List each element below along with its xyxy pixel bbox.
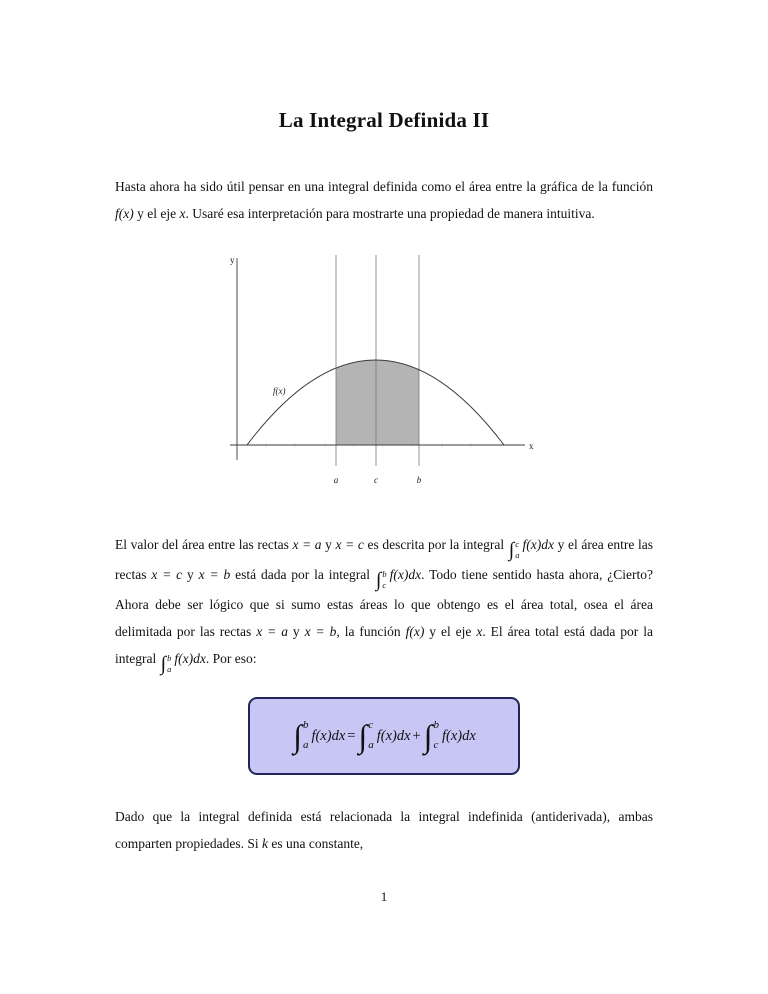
tick-label-b: b — [416, 475, 422, 485]
formula-box — [248, 697, 520, 775]
x-axis-label: x — [529, 441, 534, 451]
paragraph-properties: Dado que la integral definida está relacionada la integral indefinida (antiderivada), ambas comparten propiedades. Si k es una constante, — [115, 809, 653, 851]
tick-label-a: a — [333, 475, 339, 485]
tick-label-c: c — [374, 475, 378, 485]
curve-label: f(x) — [273, 386, 286, 396]
y-axis-label: y — [230, 255, 235, 265]
paragraph-areas: El valor del área entre las rectas x = a y x = c es descrita por la integral ∫ c a f(x)dx y el área entre las rectas x = c y x = b está dada por la integral ∫ b c f(x)dx. Todo tiene sentido hasta ahora, ¿Cierto? Ahora debe ser lógico que si sumo estas áreas lo que obtengo es el área total, osea el área delimitada por las rectas x = a y x = b, la función f(x) y el eje x. El área total está dada por la integral ∫ b a f(x)dx. Por eso: — [115, 537, 654, 675]
additivity-formula: ∫ b a f(x)dx = ∫ c a f(x)dx + ∫ b c f(x)dx — [293, 718, 476, 754]
integral-sign: ∫ b a — [293, 718, 309, 754]
integral-sign: ∫ c a — [358, 718, 374, 754]
integral-sign: ∫ b c — [375, 569, 387, 591]
integral-sign: ∫ c a — [508, 539, 520, 561]
page-number: 1 — [380, 889, 388, 904]
page-title: La Integral Definida II — [278, 108, 490, 132]
paragraph-intro: Hasta ahora ha sido útil pensar en una integral definida como el área entre la gráfica de la función f(x) y el eje x. Usaré esa interpretación para mostrarte una propiedad de manera intuitiva. — [115, 179, 653, 221]
graph-svg — [229, 253, 539, 493]
shaded-region — [336, 360, 419, 445]
integral-sign: ∫ b c — [423, 718, 439, 754]
figure-area-under-curve — [0, 253, 768, 493]
integral-sign: ∫ b a — [160, 653, 172, 675]
